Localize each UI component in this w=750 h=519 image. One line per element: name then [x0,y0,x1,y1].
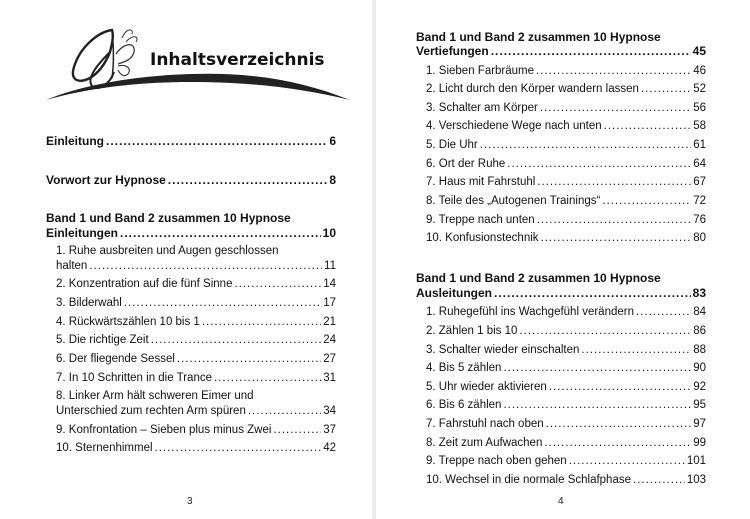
section-heading: Band 1 und Band 2 zusammen 10 Hypnose [416,30,661,44]
toc-item[interactable]: 1. Ruhegefühl ins Wachgefühl verändern ..... 84 [426,305,706,320]
toc-item[interactable]: 4. Rückwärtszählen 10 bis 1 ..... 21 [56,315,336,330]
toc-item[interactable]: 6. Bis 6 zählen ..... 95 [426,398,706,413]
toc-item[interactable]: 10. Sternenhimmel ..... 42 [56,441,336,456]
toc-item[interactable]: 9. Treppe nach oben gehen ..... 101 [426,454,706,469]
toc-title: Inhaltsverzeichnis [150,50,325,70]
toc-item[interactable]: 10. Konfusionstechnik ..... 80 [426,231,706,246]
toc-item[interactable]: 9. Treppe nach unten ..... 76 [426,213,706,228]
toc-item[interactable]: 1. Sieben Farbräume ..... 46 [426,64,706,79]
toc-item[interactable]: halten ..... 11 [56,259,336,274]
toc-item[interactable]: 2. Licht durch den Körper wandern lassen ..... 52 [426,82,706,97]
toc-entry[interactable]: Einleitung ..... 6 [46,134,336,149]
toc-item[interactable]: 6. Ort der Ruhe ..... 64 [426,157,706,172]
toc-item[interactable]: 4. Verschiedene Wege nach unten ..... 58 [426,119,706,134]
toc-item[interactable]: 5. Die Uhr ..... 61 [426,138,706,153]
toc-item[interactable]: 3. Bilderwahl ..... 17 [56,296,336,311]
toc-item[interactable]: 2. Konzentration auf die fünf Sinne ..... 14 [56,277,336,292]
toc-item[interactable]: 8. Zeit zum Aufwachen ..... 99 [426,436,706,451]
toc-item[interactable]: 7. Haus mit Fahrstuhl ..... 67 [426,175,706,190]
toc-item[interactable]: 3. Schalter am Körper ..... 56 [426,101,706,116]
section-heading-entry[interactable]: Ausleitungen ..... 83 [416,286,706,301]
left-page [0,0,372,519]
toc-item-line1: 1. Ruhe ausbreiten und Augen geschlossen [56,245,279,257]
toc-item[interactable]: 2. Zählen 1 bis 10 ..... 86 [426,324,706,339]
toc-item[interactable]: 10. Wechsel in die normale Schlafphase ..... 103 [426,473,706,488]
toc-item[interactable]: 7. In 10 Schritten in die Trance ..... 31 [56,371,336,386]
toc-item[interactable]: 9. Konfrontation – Sieben plus minus Zwei ..... 37 [56,423,336,438]
toc-item[interactable]: Unterschied zum rechten Arm spüren ..... 34 [56,404,336,419]
toc-item[interactable]: 8. Teile des „Autogenen Trainings“ ..... 72 [426,194,706,209]
page-number: 4 [558,496,564,507]
toc-item-line1: 8. Linker Arm hält schweren Eimer und [56,390,254,402]
right-page [376,0,750,519]
section-heading-entry[interactable]: Einleitungen ..... 10 [46,226,336,241]
page-number: 3 [187,496,193,507]
toc-item[interactable]: 3. Schalter wieder einschalten ..... 88 [426,343,706,358]
toc-item[interactable]: 5. Die richtige Zeit ..... 24 [56,333,336,348]
toc-entry[interactable]: Vorwort zur Hypnose ..... 8 [46,173,336,188]
toc-item[interactable]: 6. Der fliegende Sessel ..... 27 [56,352,336,367]
section-heading: Band 1 und Band 2 zusammen 10 Hypnose [416,271,661,285]
section-heading-entry[interactable]: Vertiefungen ..... 45 [416,44,706,59]
toc-item[interactable]: 7. Fahrstuhl nach oben ..... 97 [426,417,706,432]
toc-item[interactable]: 4. Bis 5 zählen ..... 90 [426,361,706,376]
toc-item[interactable]: 5. Uhr wieder aktivieren ..... 92 [426,380,706,395]
section-heading: Band 1 und Band 2 zusammen 10 Hypnose [46,211,291,225]
